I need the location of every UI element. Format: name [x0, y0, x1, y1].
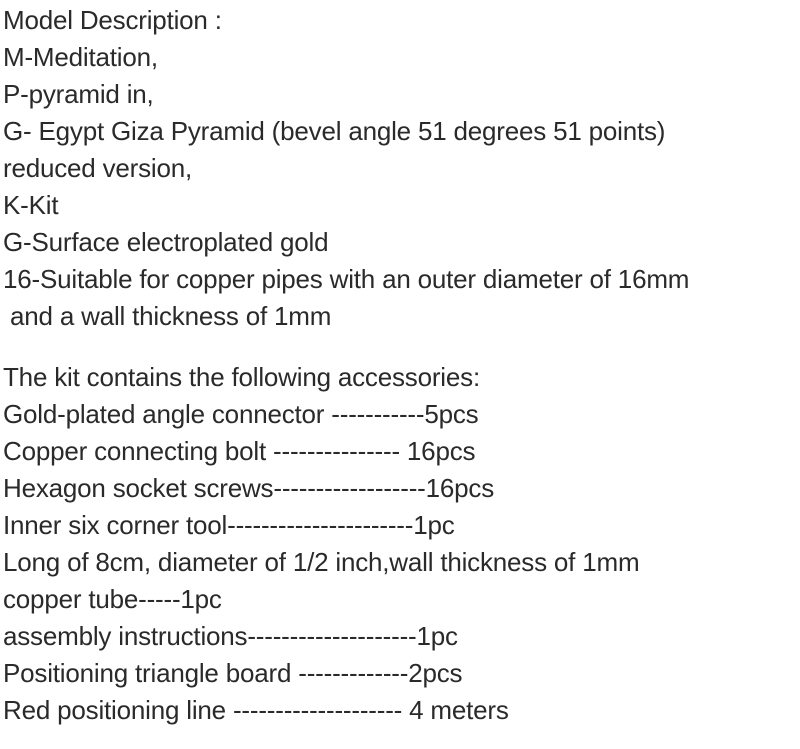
model-description-line: and a wall thickness of 1mm [3, 301, 332, 331]
model-description-line: G- Egypt Giza Pyramid (bevel angle 51 degrees 51 points) [3, 116, 666, 146]
kit-item-line: Long of 8cm, diameter of 1/2 inch,wall thickness of 1mm [3, 547, 640, 577]
model-description-section [3, 2, 800, 335]
model-description-heading: Model Description : [3, 5, 222, 35]
kit-item-line: Positioning triangle board -------------2pcs [3, 658, 463, 688]
kit-item-line: Gold-plated angle connector -----------5pcs [3, 399, 479, 429]
kit-item-line: Copper connecting bolt --------------- 16pcs [3, 436, 476, 466]
kit-item-line: Red positioning line -------------------- 4 meters [3, 695, 509, 725]
model-description-line: 16-Suitable for copper pipes with an outer diameter of 16mm [3, 264, 690, 294]
kit-item-line: Inner six corner tool----------------------1pc [3, 510, 455, 540]
kit-item-line: copper tube-----1pc [3, 584, 222, 614]
model-description-line: K-Kit [3, 190, 59, 220]
kit-item-line: assembly instructions--------------------1pc [3, 621, 458, 651]
model-description-line: G-Surface electroplated gold [3, 227, 329, 257]
kit-contents-heading: The kit contains the following accessories: [3, 362, 480, 392]
model-description-line: reduced version, [3, 153, 193, 183]
model-description-line: M-Meditation, [3, 42, 158, 72]
model-description-line: P-pyramid in, [3, 79, 154, 109]
kit-contents-section [3, 359, 800, 729]
kit-item-line: Hexagon socket screws------------------16pcs [3, 473, 494, 503]
